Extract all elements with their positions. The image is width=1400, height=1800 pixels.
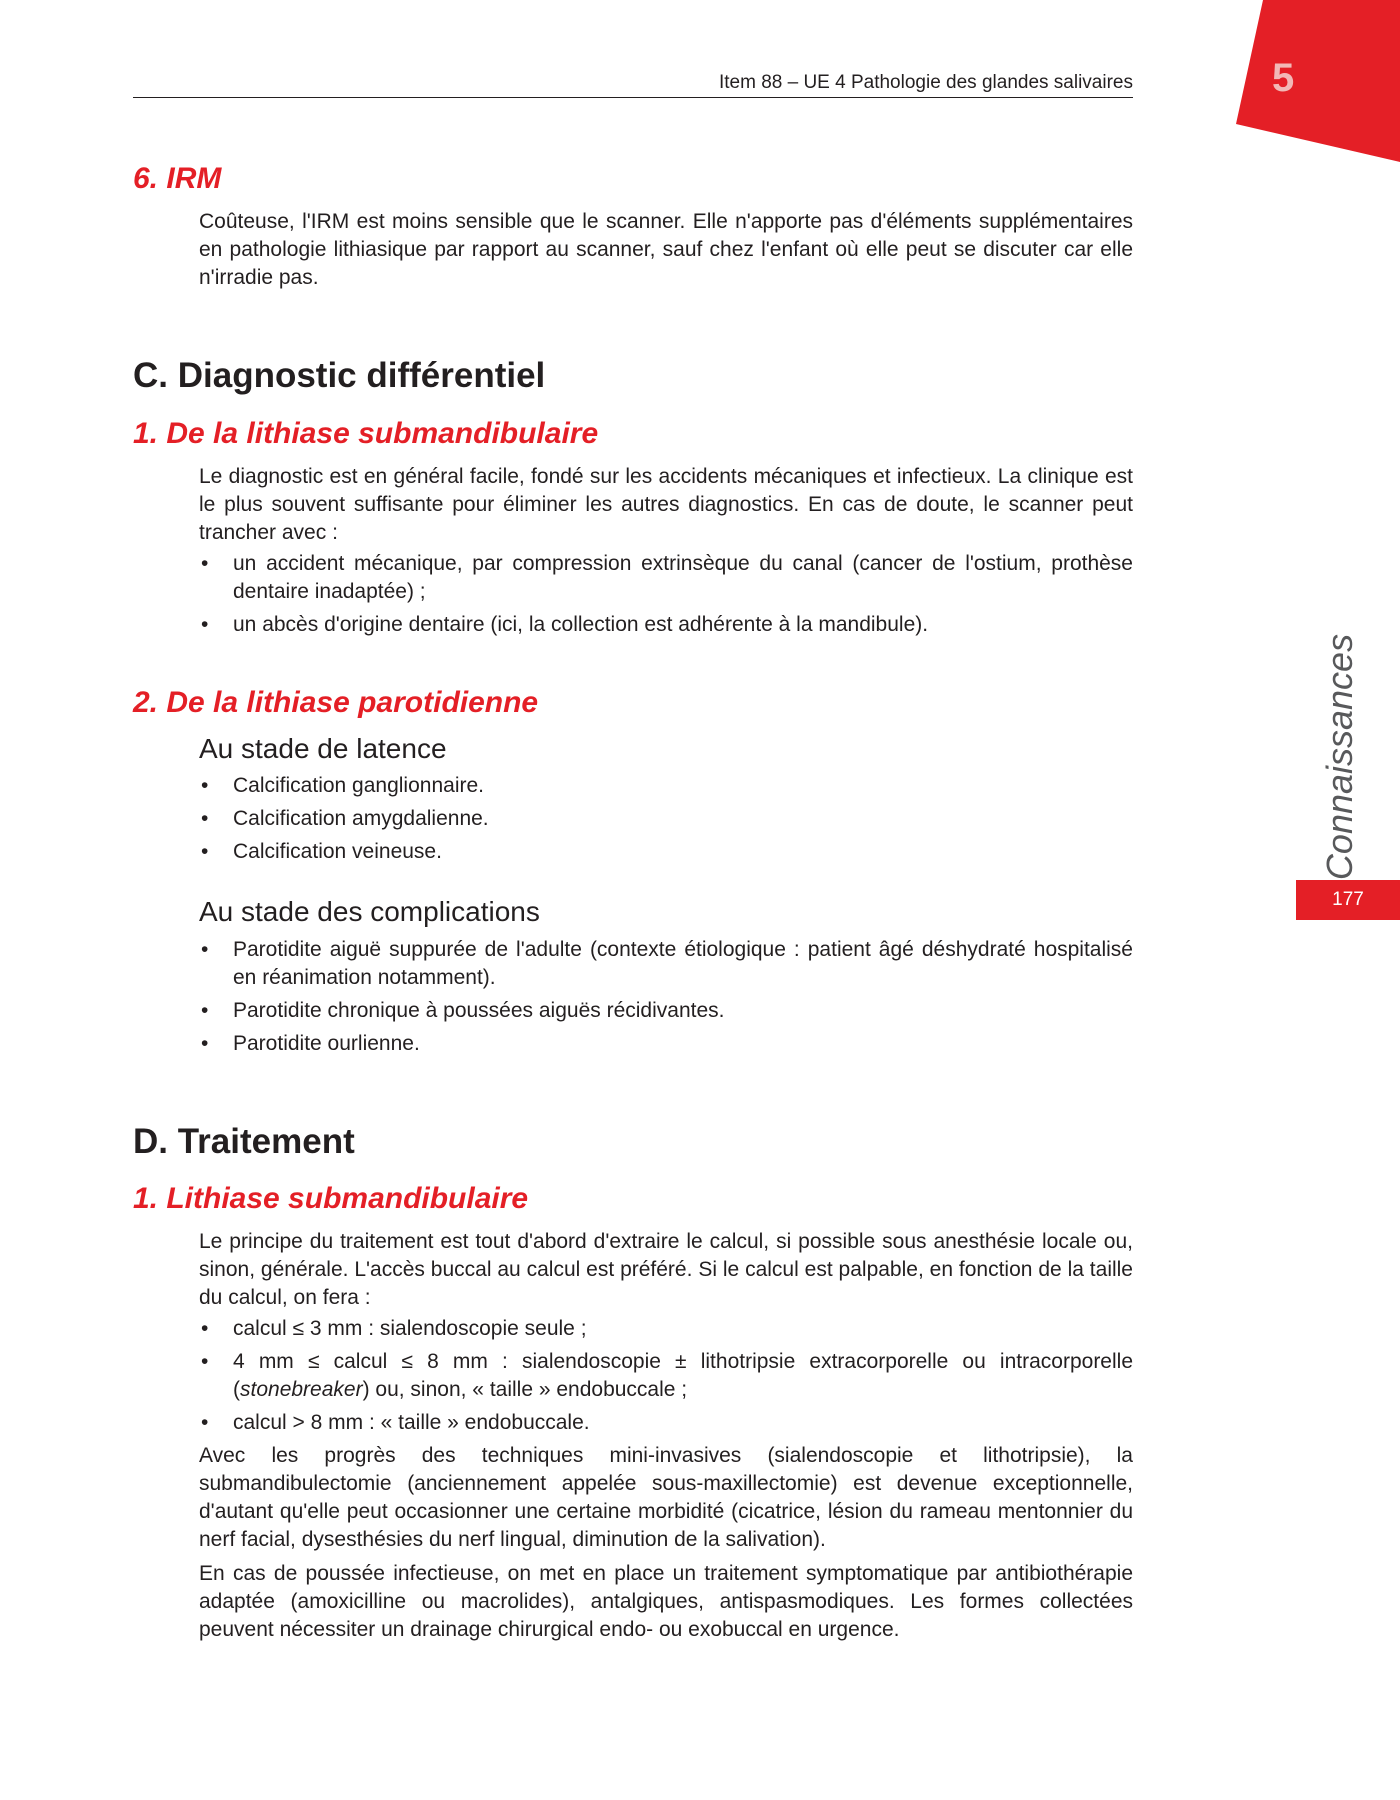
list-item: • Parotidite aiguë suppurée de l'adulte (contexte étiologique : patient âgé déshydraté hospitalisé en réanimation notamment). [199,936,1133,992]
irm-paragraph: Coûteuse, l'IRM est moins sensible que le scanner. Elle n'apporte pas d'éléments supplémentaires en pathologie lithiasique par rapport au scanner, sauf chez l'enfant où elle peut se discuter car elle n'irradie pas. [199,210,1133,289]
c1-text-block [199,463,1133,644]
irm-text-block [199,208,1133,292]
latence-bullet-list [199,772,1133,866]
c2-heading: 2. De la lithiase parotidienne [133,686,539,719]
complications-bullet-list [199,936,1133,1058]
d1-intro: Le principe du traitement est tout d'abord d'extraire le calcul, si possible sous anesthésie locale ou, sinon, générale. L'accès buccal au calcul est préféré. Si le calcul est palpable, en fonction de la taille du calcul, on fera : [199,1230,1133,1309]
list-item: • Calcification veineuse. [199,838,1133,866]
latence-heading: Au stade de latence [199,733,447,764]
chapter-number: 5 [1272,56,1296,100]
complications-heading: Au stade des complications [199,896,540,927]
complications-block [199,936,1133,1063]
c1-bullet-list [199,550,1133,639]
section-c-heading: C. Diagnostic différentiel [133,356,546,395]
c1-heading: 1. De la lithiase submandibulaire [133,417,599,450]
d1-heading: 1. Lithiase submandibulaire [133,1182,529,1215]
chapter-tab [1236,0,1400,162]
list-item: • calcul > 8 mm : « taille » endobuccale. [199,1409,1133,1437]
section-d-heading: D. Traitement [133,1122,355,1161]
emphasis-term: stonebreaker [240,1378,363,1401]
list-item: • un accident mécanique, par compression extrinsèque du canal (cancer de l'ostium, prothèse dentaire inadaptée) ; [199,550,1133,606]
page-number: 177 [1296,880,1400,920]
list-item: • Parotidite chronique à poussées aiguës récidivantes. [199,997,1133,1025]
bullet-text: 4 mm ≤ calcul ≤ 8 mm : sialendoscopie ± lithotripsie extracorporelle ou intracorporelle ( [233,1350,1133,1401]
list-item: • calcul ≤ 3 mm : sialendoscopie seule ; [199,1315,1133,1343]
d1-text-block [199,1228,1133,1644]
d1-paragraph: En cas de poussée infectieuse, on met en place un traitement symptomatique par antibiothérapie adaptée (amoxicilline ou macrolides), antalgiques, antispasmodiques. Les formes collectées peuvent nécessiter un drainage chirurgical endo- ou exobuccal en urgence. [199,1562,1133,1641]
list-item [199,1348,1133,1404]
header-rule [133,97,1133,98]
d1-bullet-list [199,1315,1133,1437]
list-item: • Parotidite ourlienne. [199,1030,1133,1058]
c1-intro: Le diagnostic est en général facile, fondé sur les accidents mécaniques et infectieux. La clinique est le plus souvent suffisante pour éliminer les autres diagnostics. En cas de doute, le scanner peut trancher avec : [199,465,1133,544]
bullet-text: ) ou, sinon, « taille » endobuccale ; [362,1378,688,1401]
irm-heading: 6. IRM [133,162,222,195]
side-label: Connaissances [1319,633,1360,881]
list-item: • Calcification amygdalienne. [199,805,1133,833]
d1-paragraph: Avec les progrès des techniques mini-invasives (sialendoscopie et lithotripsie), la submandibulectomie (anciennement appelée sous-maxillectomie) est devenue exceptionnelle, d'autant qu'elle peut occasionner une certaine morbidité (cicatrice, lésion du rameau mentonnier du nerf facial, dysesthésies du nerf lingual, diminution de la salivation). [199,1444,1133,1551]
running-header: Item 88 – UE 4 Pathologie des glandes salivaires [718,72,1133,93]
latence-block [199,772,1133,871]
list-item: • Calcification ganglionnaire. [199,772,1133,800]
list-item: • un abcès d'origine dentaire (ici, la collection est adhérente à la mandibule). [199,611,1133,639]
